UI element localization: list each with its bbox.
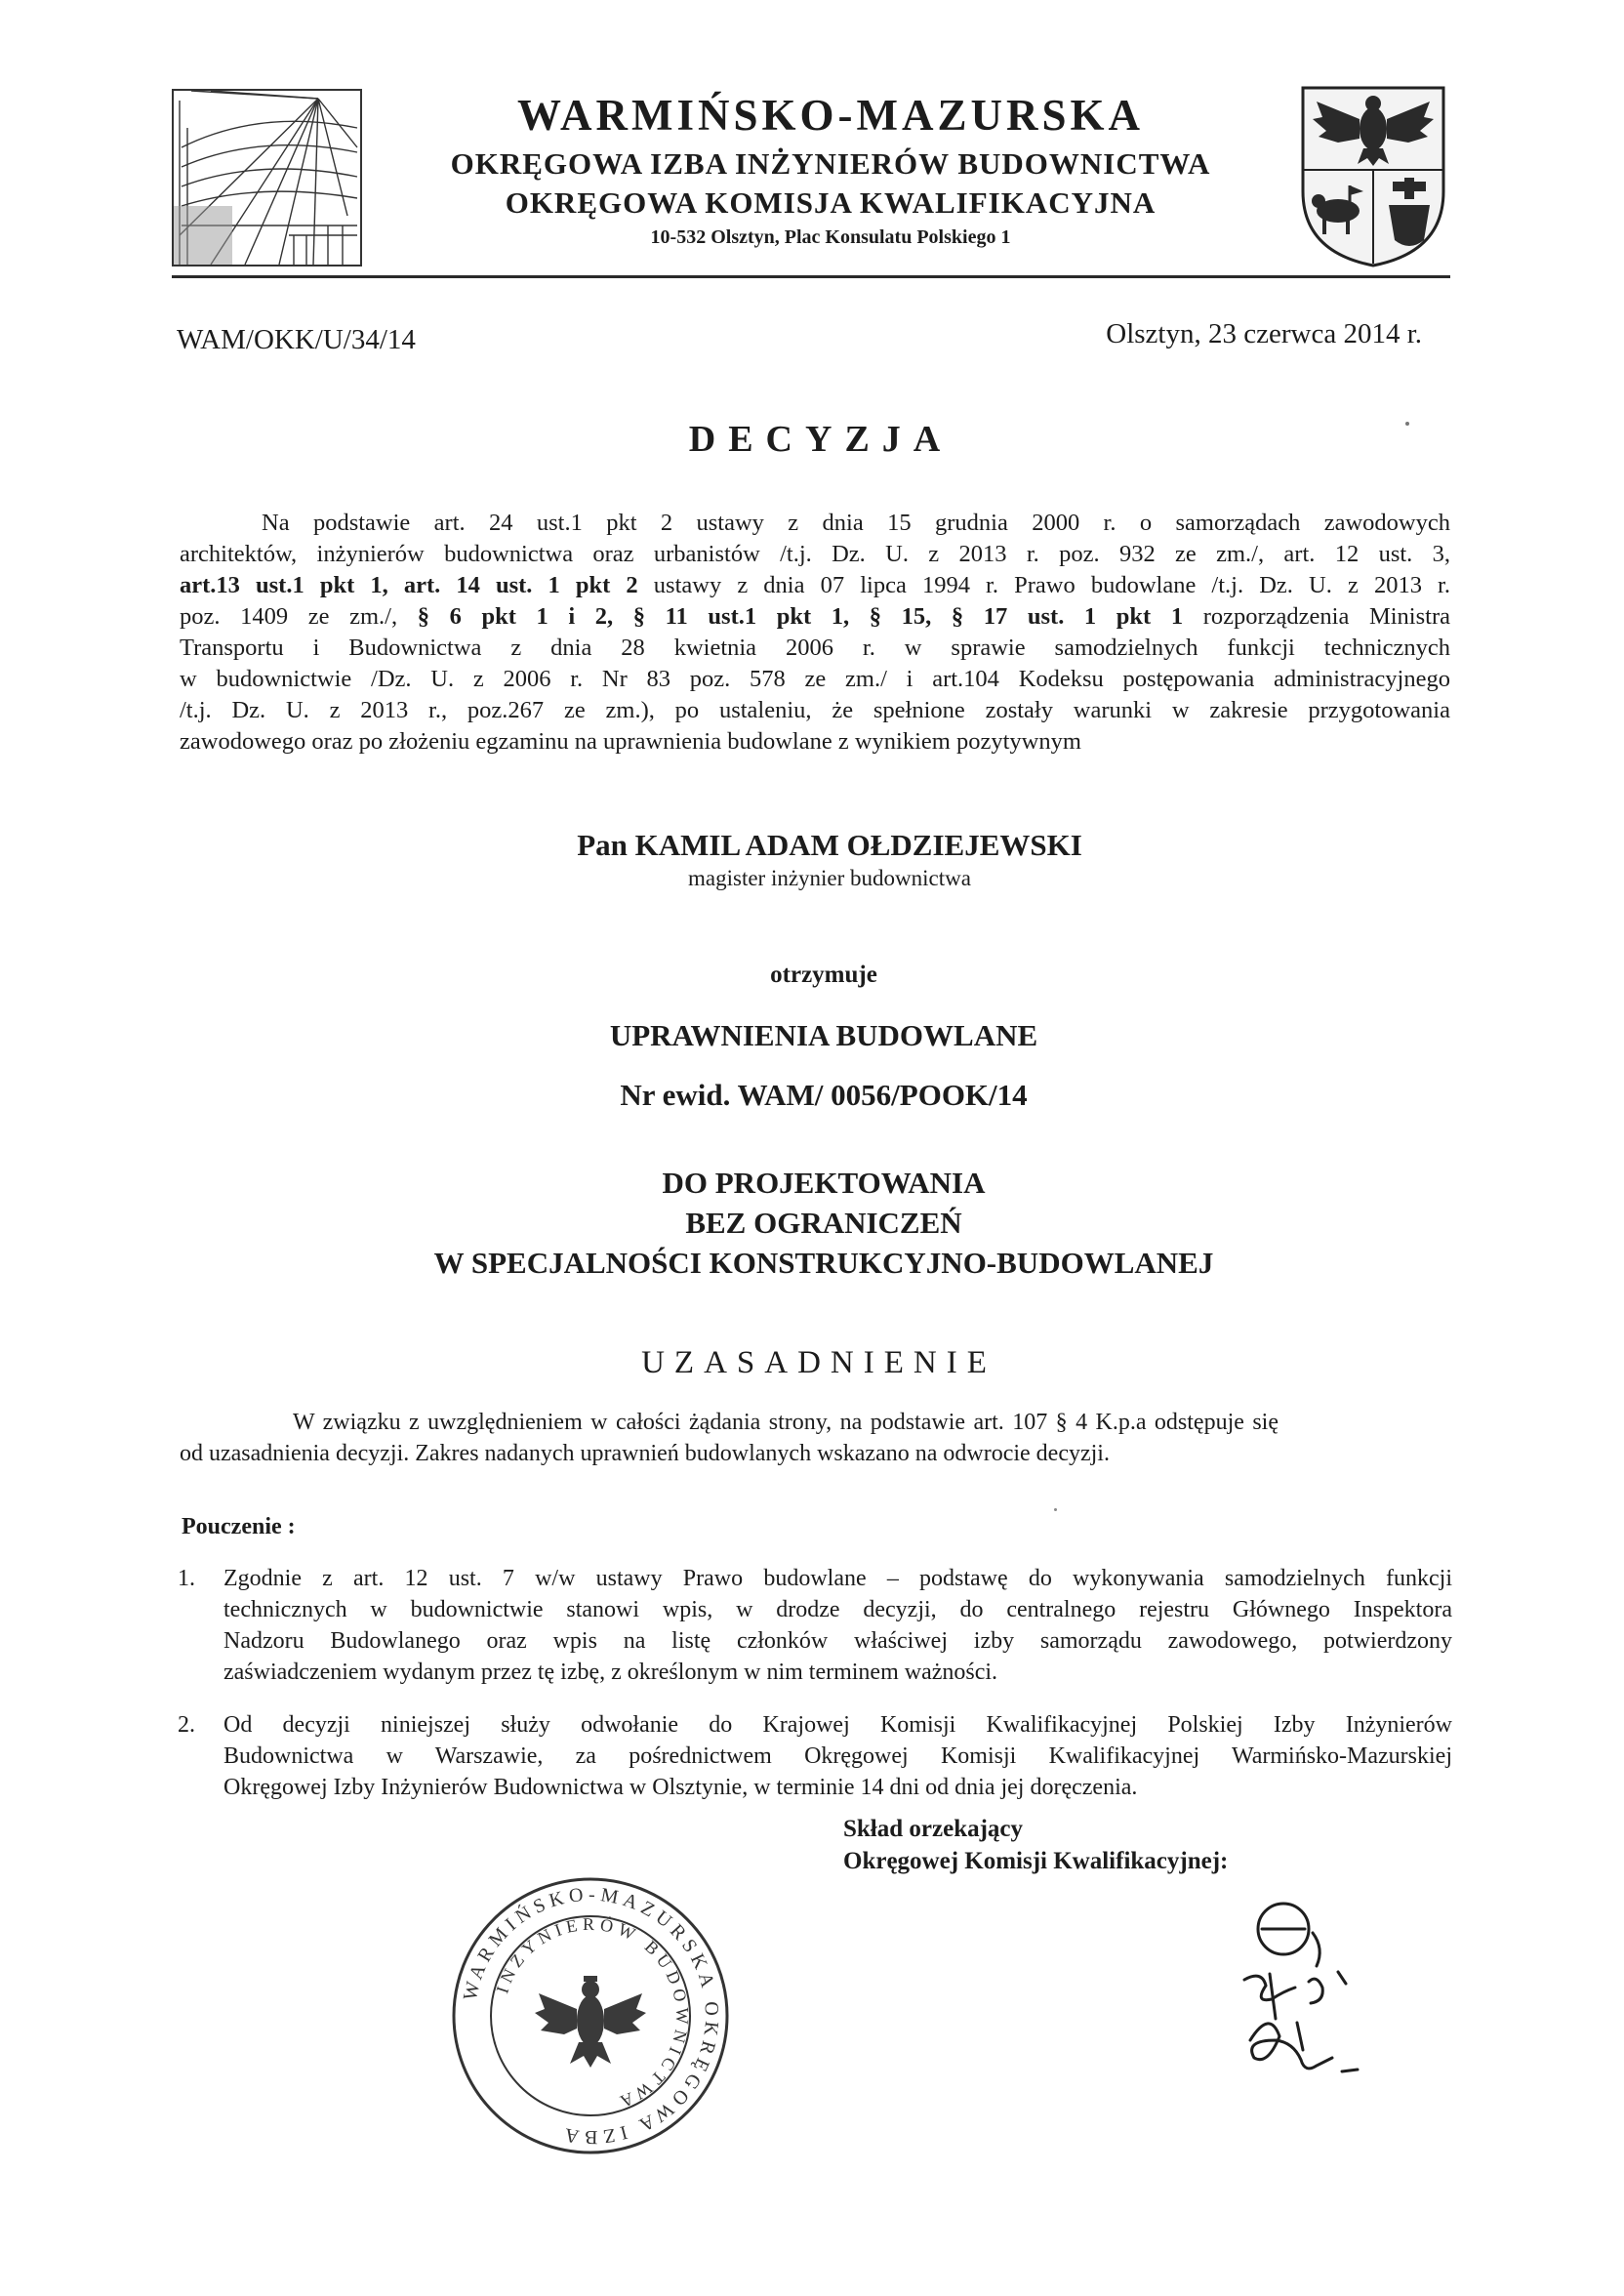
seal-inner-text: INŻYNIERÓW BUDOWNICTWA: [492, 1913, 693, 2113]
legal-basis-line: Transportu i Budownictwa z dnia 28 kwietnia 2006 r. w sprawie samodzielnych funkcji technicznych: [180, 635, 1450, 661]
letterhead-divider: [172, 275, 1450, 278]
instruction-line: technicznych w budownictwie stanowi wpis, w drodze decyzji, do centralnego rejestru Głównego Inspektora: [223, 1597, 1452, 1622]
scan-speck: [1405, 422, 1409, 426]
holder-degree: magister inżynier budownictwa: [688, 866, 971, 890]
reference-number: WAM/OKK/U/34/14: [177, 324, 416, 355]
letterhead-chamber-name: OKRĘGOWA IZBA INŻYNIERÓW BUDOWNICTWA: [450, 146, 1211, 181]
justification-paragraph: [180, 1407, 1279, 1469]
justification-heading: UZASADNIENIE: [641, 1345, 996, 1380]
justification-line: od uzasadnienia decyzji. Zakres nadanych uprawnień budowlanych wskazano na odwrocie decyzji.: [180, 1441, 1110, 1466]
instruction-line: Okręgowej Izby Inżynierów Budownictwa w Olsztynie, w terminie 14 dni od dnia jej doręczenia.: [223, 1775, 1138, 1800]
chamber-logo-icon: [172, 89, 362, 266]
legal-basis-text: rozporządzenia Ministra: [1183, 603, 1450, 630]
register-number: Nr ewid. WAM/ 0056/POOK/14: [620, 1078, 1028, 1112]
instruction-item: [178, 1563, 1452, 1688]
holder-name: Pan KAMIL ADAM OŁDZIEJEWSKI: [577, 828, 1082, 862]
letterhead-committee-name: OKRĘGOWA KOMISJA KWALIFIKACYJNA: [505, 185, 1157, 220]
instruction-number: 2.: [178, 1712, 195, 1738]
handwritten-signature-icon: [1215, 1894, 1391, 2099]
legal-basis-line: /t.j. Dz. U. z 2013 r., poz.267 ze zm.), po ustaleniu, że spełnione zostały warunki w zakresie przygotowania: [180, 697, 1450, 723]
scan-speck: [1054, 1508, 1057, 1511]
legal-basis-text: poz. 1409 ze zm./,: [180, 603, 418, 630]
instruction-line: zaświadczeniem wydanym przez tę izbę, z określonym w nim terminem ważności.: [223, 1660, 998, 1685]
official-seal: [449, 1874, 732, 2157]
receives-label: otrzymuje: [770, 962, 877, 988]
legal-basis-line: zawodowego oraz po złożeniu egzaminu na uprawnienia budowlane z wynikiem pozytywnym: [180, 728, 1081, 755]
justification-line: W związku z uwzględnieniem w całości żądania strony, na podstawie art. 107 § 4 K.p.a odstępuje się: [293, 1410, 1279, 1435]
permission-title: UPRAWNIENIA BUDOWLANE: [609, 1018, 1038, 1052]
letterhead-title: WARMIŃSKO-MAZURSKA: [516, 91, 1144, 140]
place-and-date: Olsztyn, 23 czerwca 2014 r.: [1106, 318, 1422, 349]
instruction-line: Zgodnie z art. 12 ust. 7 w/w ustawy Prawo budowlane – podstawę do wykonywania samodzielnych funkcji: [223, 1566, 1452, 1591]
eagle-emblem-icon: [535, 1976, 646, 2068]
instruction-line: Budownictwa w Warszawie, za pośrednictwem Okręgowej Komisji Kwalifikacyjnej Warmińsko-Mazurskiej: [223, 1743, 1452, 1769]
instruction-number: 1.: [178, 1566, 195, 1591]
permission-scope-line: BEZ OGRANICZEŃ: [685, 1206, 962, 1240]
permission-scope-line: W SPECJALNOŚCI KONSTRUKCYJNO-BUDOWLANEJ: [433, 1246, 1214, 1280]
legal-basis-line: w budownictwie /Dz. U. z 2006 r. Nr 83 poz. 578 ze zm./ i art.104 Kodeksu postępowania administracyjnego: [180, 666, 1450, 692]
legal-basis-bold: § 6 pkt 1 i 2, § 11 ust.1 pkt 1, § 15, § 17 ust. 1 pkt 1: [417, 603, 1184, 630]
voivodeship-coat-of-arms-icon: [1299, 84, 1447, 269]
instructions-label: Pouczenie :: [182, 1514, 296, 1539]
legal-basis-bold: art.13 ust.1 pkt 1, art. 14 ust. 1 pkt 2: [180, 572, 638, 598]
instruction-line: Od decyzji niniejszej służy odwołanie do Krajowej Komisji Kwalifikacyjnej Polskiej Izby Inżynierów: [223, 1712, 1452, 1738]
legal-basis-line: architektów, inżynierów budownictwa oraz urbanistów /t.j. Dz. U. z 2013 r. poz. 932 ze zm./, art. 12 ust. 3,: [180, 541, 1450, 567]
panel-committee-label: Okręgowej Komisji Kwalifikacyjnej:: [843, 1848, 1229, 1874]
instruction-item: [178, 1709, 1452, 1803]
legal-basis-line: [180, 601, 1450, 633]
legal-basis-text: ustawy z dnia 07 lipca 1994 r. Prawo budowlane /t.j. Dz. U. z 2013 r.: [637, 572, 1450, 598]
legal-basis-line: [180, 570, 1450, 601]
panel-label: Skład orzekający: [843, 1816, 1024, 1842]
instruction-line: Nadzoru Budowlanego oraz wpis na listę członków właściwej izby samorządu zawodowego, potwierdzony: [223, 1628, 1452, 1654]
permission-scope-line: DO PROJEKTOWANIA: [662, 1166, 986, 1200]
decision-heading: DECYZJA: [688, 419, 954, 460]
seal-outer-text: WARMIŃSKO-MAZURSKA OKRĘGOWA IZBA: [459, 1883, 723, 2149]
legal-basis-line: Na podstawie art. 24 ust.1 pkt 2 ustawy z dnia 15 grudnia 2000 r. o samorządach zawodowych: [262, 510, 1450, 536]
letterhead-address: 10-532 Olsztyn, Plac Konsulatu Polskiego 1: [650, 226, 1011, 248]
legal-basis-paragraph: [180, 508, 1450, 758]
